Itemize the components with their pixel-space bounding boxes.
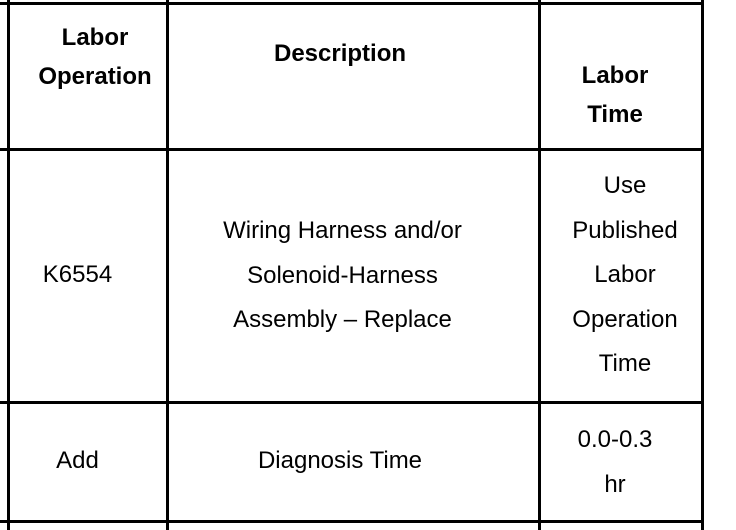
row-divider [0, 401, 704, 404]
header-divider [0, 148, 704, 151]
row-1-description: Wiring Harness and/or Solenoid-Harness Assembly – Replace [223, 217, 462, 333]
header-description: Description [273, 40, 407, 67]
row-2-description: Diagnosis Time [257, 447, 423, 474]
table-border-top [0, 2, 704, 5]
header-labor-time: Labor Time [581, 62, 649, 128]
row-2-labor-time: 0.0-0.3 hr [577, 426, 653, 498]
table-border-bottom [0, 520, 704, 523]
row-2-labor-operation: Add [56, 447, 99, 474]
row-1-labor-operation: K6554 [42, 261, 113, 288]
row-1-labor-time: Use Published Labor Operation Time [572, 172, 678, 377]
header-labor-operation: Labor Operation [38, 24, 152, 90]
